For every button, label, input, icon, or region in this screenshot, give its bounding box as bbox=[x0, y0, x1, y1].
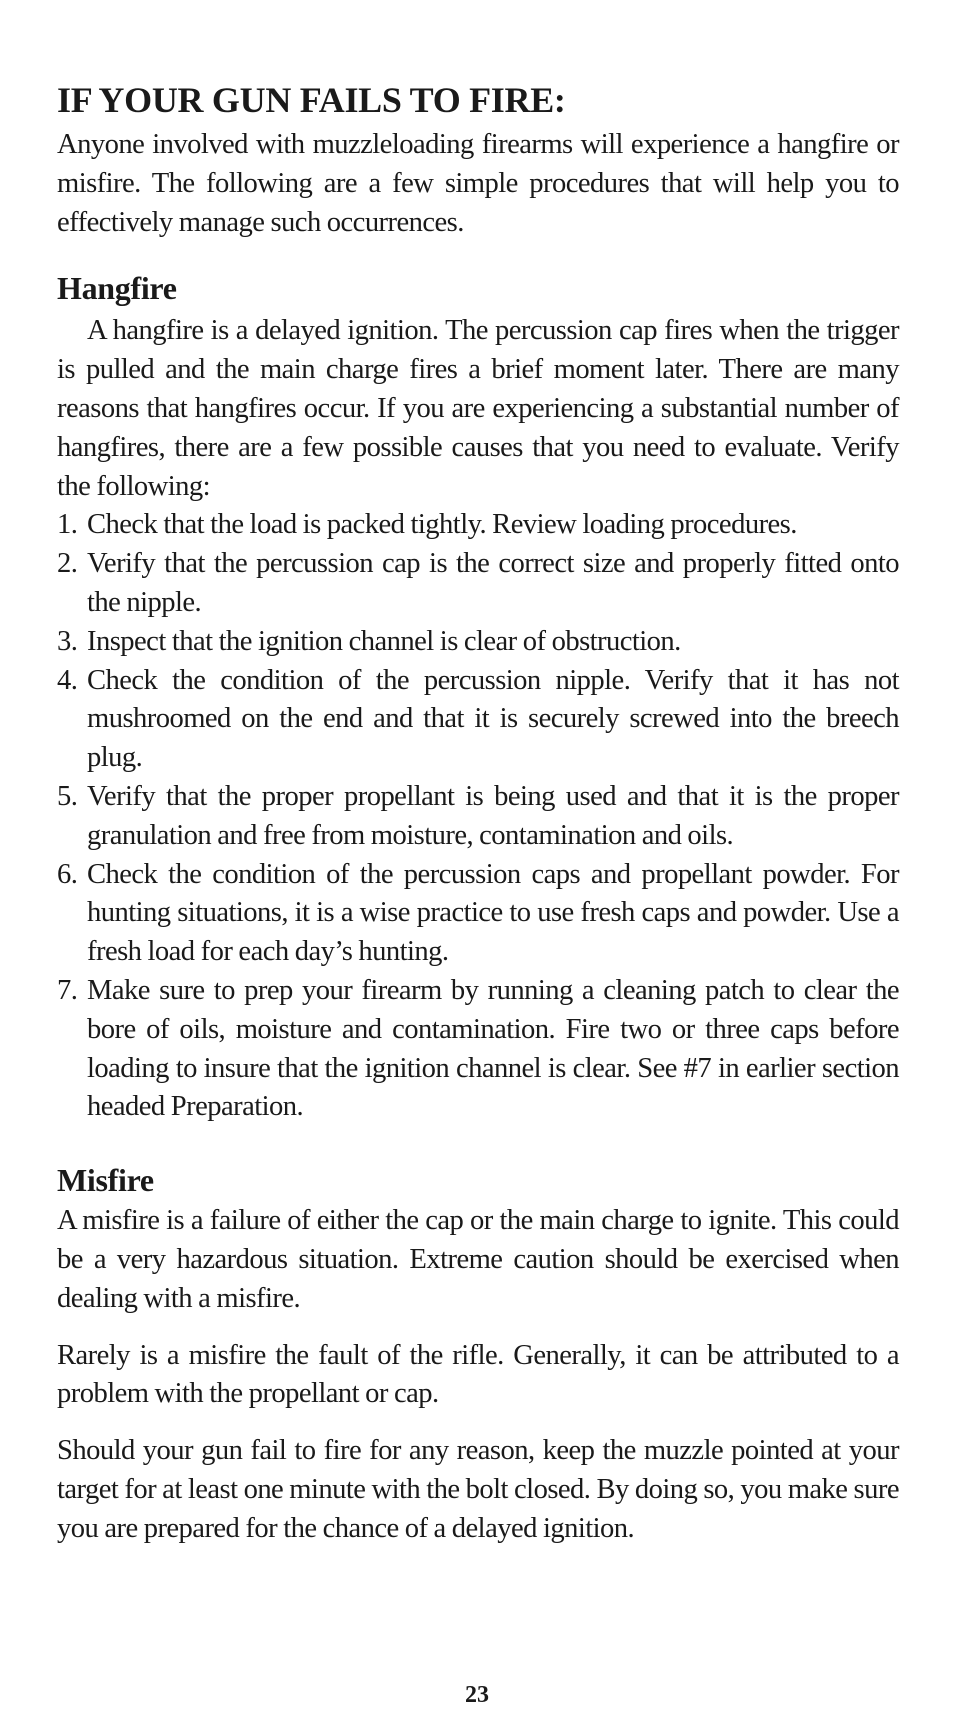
list-item bbox=[57, 623, 899, 662]
list-item-text: Check the condition of the percussion caps and propellant powder. For hunting situations, it is a wise practice to use fresh caps and powder. Use a fresh load for each day’s hunting. bbox=[87, 858, 899, 968]
list-item-number: 3. bbox=[57, 625, 78, 657]
misfire-paragraph: A misfire is a failure of either the cap or the main charge to ignite. This could be a very hazardous situation. Extreme caution should be exercised when dealing with a misfire. bbox=[57, 1205, 899, 1314]
document-page bbox=[57, 78, 899, 1549]
list-item-number: 2. bbox=[57, 548, 78, 580]
misfire-paragraph: Rarely is a misfire the fault of the rifle. Generally, it can be attributed to a problem with the propellant or cap. bbox=[57, 1339, 899, 1410]
list-item bbox=[57, 856, 899, 972]
list-item-text: Inspect that the ignition channel is clear of obstruction. bbox=[87, 625, 681, 657]
page-number: 23 bbox=[465, 1682, 489, 1708]
list-item-text: Check the condition of the percussion nipple. Verify that it has not mushroomed on the end and that it is securely screwed into the breech plug. bbox=[87, 664, 899, 774]
list-item-number: 6. bbox=[57, 858, 78, 890]
list-item-text: Make sure to prep your firearm by running a cleaning patch to clear the bore of oils, moisture and contamination. Fire two or three caps before loading to insure that the ignition channel is clear. See #7 in earlier section headed Preparation. bbox=[87, 974, 899, 1123]
list-item bbox=[57, 662, 899, 778]
list-item-number: 4. bbox=[57, 664, 78, 696]
list-item-text: Check that the load is packed tightly. Review loading procedures. bbox=[87, 509, 797, 541]
page-title: IF YOUR GUN FAILS TO FIRE: bbox=[57, 80, 566, 120]
list-item bbox=[57, 778, 899, 856]
list-item-number: 1. bbox=[57, 509, 78, 541]
misfire-paragraph: Should your gun fail to fire for any reason, keep the muzzle pointed at your target for at least one minute with the bolt closed. By doing so, you make sure you are prepared for the chance of a delayed ignition. bbox=[57, 1435, 899, 1544]
misfire-heading: Misfire bbox=[57, 1162, 154, 1199]
list-item bbox=[57, 506, 899, 545]
list-item bbox=[57, 545, 899, 623]
hangfire-checklist bbox=[57, 506, 899, 1127]
list-item bbox=[57, 972, 899, 1127]
hangfire-paragraph: A hangfire is a delayed ignition. The percussion cap fires when the trigger is pulled and the main charge fires a brief moment later. There are many reasons that hangfires occur. If you are experiencing a substantial number of hangfires, there are a few possible causes that you need to evaluate. Verify the following: bbox=[57, 315, 899, 502]
list-item-text: Verify that the proper propellant is being used and that it is the proper granulation and free from moisture, contamination and oils. bbox=[87, 780, 899, 851]
list-item-text: Verify that the percussion cap is the correct size and properly fitted onto the nipple. bbox=[87, 548, 899, 618]
hangfire-heading: Hangfire bbox=[57, 270, 177, 307]
list-item-number: 5. bbox=[57, 780, 78, 812]
intro-paragraph: Anyone involved with muzzleloading firearms will experience a hangfire or misfire. The following are a few simple procedures that will help you to effectively manage such occurrences. bbox=[57, 129, 899, 238]
list-item-number: 7. bbox=[57, 974, 78, 1006]
